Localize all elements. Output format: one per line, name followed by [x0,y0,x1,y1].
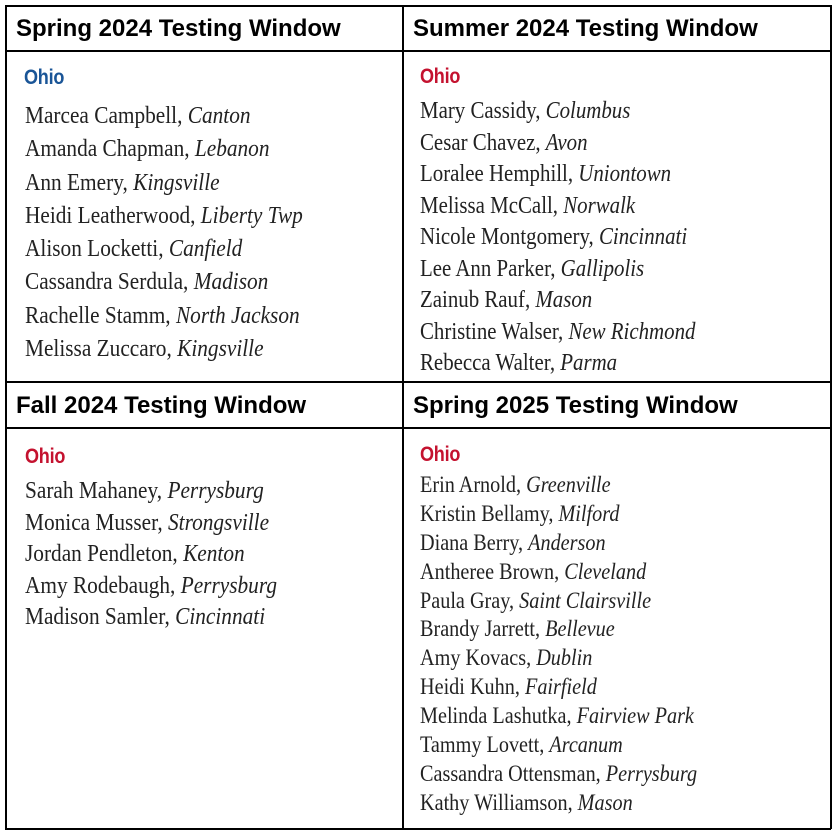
member-name: Marcea Campbell, [25,102,183,129]
member-town: Cincinnati [175,603,266,630]
member-entry [420,731,697,760]
grid-line-top [5,5,831,7]
member-list [420,96,737,380]
member-name: Tammy Lovett, [420,732,545,759]
member-town: Lebanon [194,135,270,163]
member-name: Alison Locketti, [25,235,164,263]
member-name: Diana Berry, [420,529,524,556]
member-entry [420,159,695,191]
member-list [25,99,344,365]
member-name: Ann Emery, [25,168,128,196]
member-town: Mason [577,789,633,816]
member-entry [25,475,277,507]
member-town: Perrysburg [167,477,264,504]
member-name: Cesar Chavez, [420,129,541,156]
member-name: Cassandra Serdula, [25,268,189,296]
window-title: Spring 2024 Testing Window [16,15,341,42]
member-entry [420,285,695,317]
member-town: Dublin [536,645,593,672]
member-town: Perrysburg [180,571,278,599]
member-name: Amy Rodebaugh, [25,571,176,599]
member-entry [420,760,697,789]
member-name: Mary Cassidy, [420,98,541,124]
member-entry [420,348,695,380]
member-name: Erin Arnold, [420,472,522,498]
member-name: Madison Samler, [25,603,170,630]
grid-line-center [402,5,404,829]
member-name: Lee Ann Parker, [420,255,556,282]
grid-line-right [830,5,832,829]
member-entry [420,500,697,529]
member-town: Gallipolis [560,255,645,282]
member-name: Kristin Bellamy, [420,500,554,527]
member-entry [25,132,303,165]
member-name: Rachelle Stamm, [25,301,171,329]
member-entry [420,673,697,702]
region-label: Ohio [25,445,66,468]
member-town: Arcanum [549,732,623,759]
member-town: Uniontown [578,161,672,187]
member-name: Amy Kovacs, [420,645,532,672]
member-name: Brandy Jarrett, [420,616,541,643]
member-name: Christine Walser, [420,318,564,345]
member-town: Kingsville [177,335,264,363]
member-list [420,471,742,818]
member-entry [420,789,697,818]
member-entry [420,317,695,349]
member-town: North Jackson [175,301,300,329]
window-title: Summer 2024 Testing Window [413,15,758,42]
member-entry [25,601,277,633]
member-entry [420,702,697,731]
member-town: Norwalk [563,192,636,219]
member-name: Rebecca Walter, [420,350,556,376]
member-town: Fairfield [524,674,597,701]
member-town: New Richmond [568,318,696,345]
member-town: Liberty Twp [200,201,303,229]
member-name: Jordan Pendleton, [25,540,178,567]
member-name: Antheree Brown, [420,558,560,585]
member-town: Canfield [168,235,243,263]
member-town: Perrysburg [605,760,698,787]
member-name: Zainub Rauf, [420,287,531,313]
grid-line-left [5,5,7,829]
member-town: Kingsville [133,168,220,196]
member-town: Anderson [528,529,606,556]
region-label: Ohio [420,65,461,88]
region-label: Ohio [24,66,65,89]
window-title: Fall 2024 Testing Window [16,392,307,419]
member-town: Canton [187,102,251,129]
member-town: Bellevue [545,616,615,643]
member-entry [25,507,277,539]
member-entry [25,199,303,232]
member-entry [420,615,697,644]
grid-line-header1-bottom [5,50,831,52]
member-town: Avon [545,129,588,156]
member-town: Parma [560,350,618,376]
member-name: Loralee Hemphill, [420,161,574,187]
member-entry [420,128,695,160]
member-town: Mason [535,287,593,313]
member-entry [25,332,303,365]
member-name: Melinda Lashutka, [420,703,572,730]
member-entry [420,471,697,500]
member-entry [420,96,695,128]
region-label: Ohio [420,443,461,466]
member-town: Madison [193,268,269,296]
member-entry [420,191,695,223]
member-entry [25,99,303,132]
member-name: Heidi Leatherwood, [25,201,196,229]
grid-line-middle [5,381,831,383]
member-town: Cincinnati [598,224,688,250]
member-town: Greenville [526,472,611,498]
member-town: Fairview Park [576,703,694,730]
member-entry [25,538,277,570]
member-entry [25,265,303,298]
member-town: Columbus [545,98,631,124]
member-name: Cassandra Ottensman, [420,760,601,787]
member-name: Monica Musser, [25,508,163,536]
member-entry [25,570,277,602]
member-town: Strongsville [168,508,270,536]
grid-line-header2-bottom [5,427,831,429]
member-entry [25,299,303,332]
member-entry [420,587,697,616]
member-entry [25,232,303,265]
member-entry [420,254,695,286]
member-name: Melissa McCall, [420,192,559,219]
member-town: Milford [558,500,620,527]
member-name: Kathy Williamson, [420,789,573,816]
member-name: Paula Gray, [420,587,515,614]
member-name: Melissa Zuccaro, [25,335,172,363]
member-entry [420,222,695,254]
member-entry [420,558,697,587]
member-entry [420,529,697,558]
member-town: Kenton [183,540,245,567]
member-name: Sarah Mahaney, [25,477,163,504]
member-town: Cleveland [564,558,647,585]
member-entry [25,166,303,199]
member-name: Nicole Montgomery, [420,224,594,250]
member-list [25,475,315,633]
member-entry [420,644,697,673]
member-name: Heidi Kuhn, [420,674,520,701]
grid-line-bottom [5,828,831,830]
member-town: Saint Clairsville [519,587,652,614]
window-title: Spring 2025 Testing Window [413,392,738,419]
member-name: Amanda Chapman, [25,135,190,163]
